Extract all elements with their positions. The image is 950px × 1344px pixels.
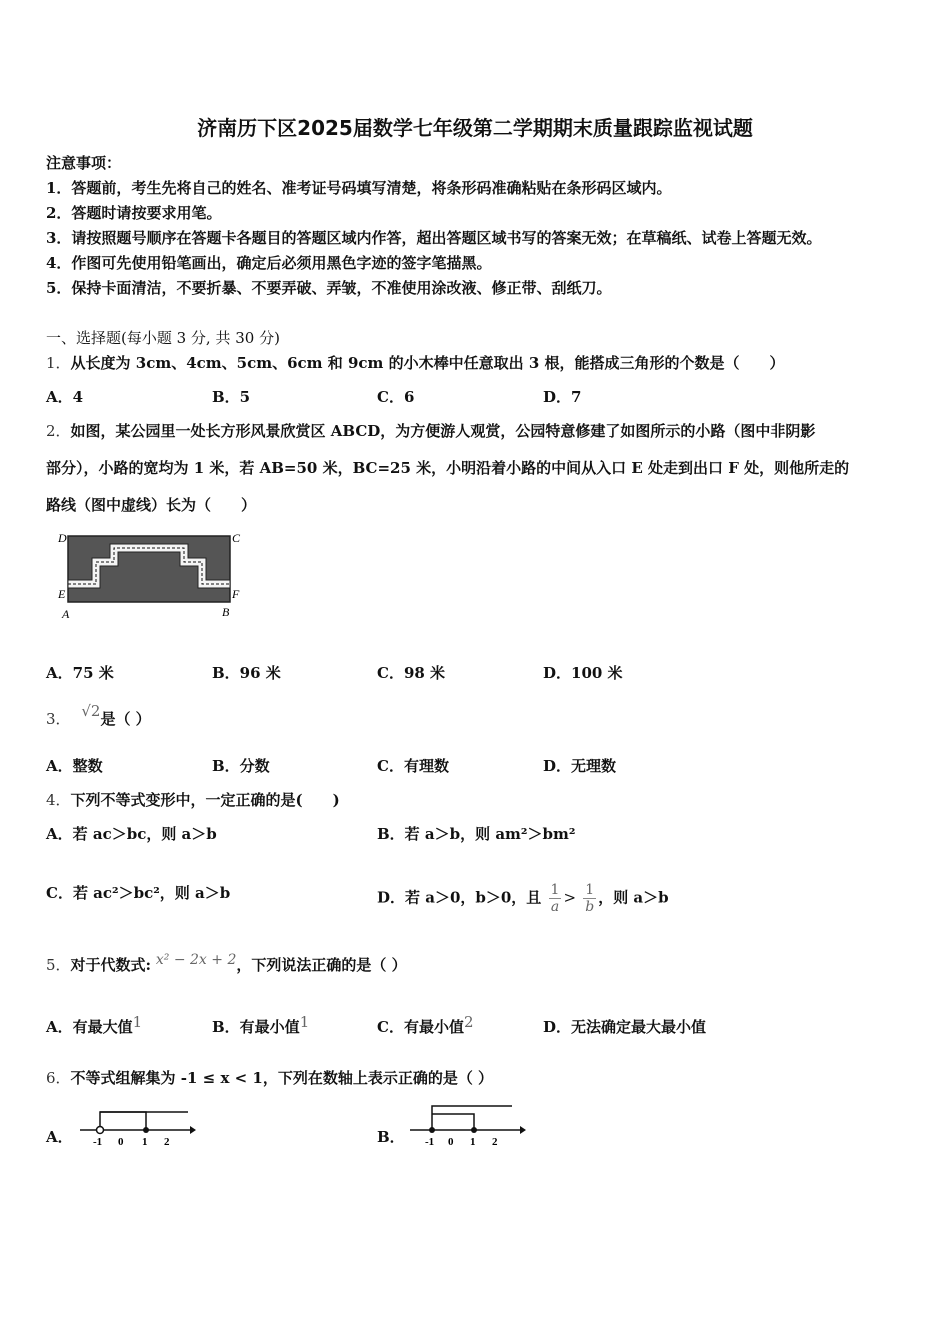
question-3 [46,702,151,729]
frac2-num: 1 [585,882,595,898]
q1-option-d: D．7 [543,388,582,406]
question-6-text: 不等式组解集为 -1 ≤ x < 1，下列在数轴上表示正确的是（ ） [70,1069,494,1087]
q5-option-d: D．无法确定最大最小值 [543,1018,707,1036]
page-title: 济南历下区2025届数学七年级第二学期期末质量跟踪监视试题 [197,116,753,140]
tick-a-1: 1 [142,1136,148,1148]
question-4-number: 4． [46,791,71,809]
question-1-number: 1． [46,354,71,372]
closed-dot-a [143,1127,149,1133]
q5-option-a-label: A．有最大值 [46,1018,133,1036]
q4-option-d [377,882,669,915]
ray-b-right [432,1114,474,1130]
q4-option-c: C．若 ac²＞bc²，则 a＞b [46,884,231,902]
park-path-figure [56,528,246,623]
arrow-a [190,1126,196,1134]
tick-b-1: 1 [470,1136,476,1148]
closed-dot-b-2 [471,1127,477,1133]
q4-option-b: B．若 a＞b，则 am²＞bm² [377,825,576,843]
label-f: F [232,587,240,601]
number-line-a [78,1100,198,1150]
question-1-text: 从长度为 3cm、4cm、5cm、6cm 和 9cm 的小木棒中任意取出 3 根，能搭成三角形的个数是（ ） [70,354,785,372]
q5-option-b-value: 1 [299,1013,310,1031]
question-2-text-1: 如图，某公园里一处长方形风景欣赏区 ABCD，为方便游人观赏，公园特意修建了如图所示的小路（图中非阴影 [70,422,816,440]
tick-b-2: 2 [492,1136,498,1148]
q6-option-b: B． [377,1128,405,1146]
question-4-text: 下列不等式变形中，一定正确的是( ) [70,791,340,809]
label-c: C [232,531,241,545]
closed-dot-b [429,1127,435,1133]
question-3-text: 是（ ） [100,710,151,728]
notice-item-2: 2．答题时请按要求用笔。 [46,204,222,222]
fraction-1-over-a [549,882,562,915]
question-6-number: 6． [46,1069,71,1087]
question-1 [46,352,785,373]
q5-option-c-value: 2 [463,1013,474,1031]
q3-option-a: A．整数 [46,757,103,775]
q1-option-c: C．6 [377,388,415,406]
label-a: A [62,607,70,621]
label-e: E [58,587,66,601]
question-2-line-2: 部分），小路的宽均为 1 米，若 AB=50 米，BC=25 米，小明沿着小路的中间从入口 E 处走到出口 F 处，则他所走的 [46,459,850,477]
ray-a-left [100,1112,188,1130]
q1-option-a: A．4 [46,388,84,406]
greater-than: > [563,888,577,907]
question-6 [46,1067,493,1088]
fraction-1-over-b [583,882,596,915]
q3-option-d: D．无理数 [543,757,617,775]
q5-option-a [46,1013,143,1037]
q3-option-c: C．有理数 [377,757,449,775]
frac1-num: 1 [550,882,560,898]
q2-option-b: B．96 米 [212,664,281,682]
quadratic-expression: x² − 2x + 2 [155,952,237,968]
tick-a-0: 0 [118,1136,124,1148]
sqrt-2: √2 [81,702,101,720]
notice-item-5: 5．保持卡面清洁，不要折暴、不要弄破、弄皱，不准使用涂改液、修正带、刮纸刀。 [46,279,612,297]
tick-b-neg1: -1 [425,1136,435,1148]
question-5-pre: 对于代数式: [70,956,152,974]
q5-option-a-value: 1 [132,1013,143,1031]
notice-heading: 注意事项： [46,154,122,172]
q4-option-a: A．若 ac＞bc，则 a＞b [46,825,217,843]
tick-a-neg1: -1 [93,1136,103,1148]
arrow-b [520,1126,526,1134]
tick-a-2: 2 [164,1136,170,1148]
question-4 [46,789,340,810]
question-3-number: 3． [46,710,71,728]
q5-option-c-label: C．有最小值 [377,1018,464,1036]
question-2-line-1 [46,420,815,441]
q5-option-b [212,1013,310,1037]
q4-option-d-prefix: D．若 a＞0，b＞0，且 [377,888,542,907]
label-d: D [58,531,67,545]
q5-option-b-label: B．有最小值 [212,1018,300,1036]
question-2-number: 2． [46,422,71,440]
number-line-b [408,1100,528,1150]
question-2-line-3: 路线（图中虚线）长为（ ） [46,496,257,514]
question-5 [46,954,407,975]
notice-item-3: 3．请按照题号顺序在答题卡各题目的答题区域内作答，超出答题区域书写的答案无效；在草稿纸、试卷上答题无效。 [46,229,822,247]
q2-option-c: C．98 米 [377,664,446,682]
q1-option-b: B．5 [212,388,251,406]
q3-option-b: B．分数 [212,757,270,775]
q2-option-a: A．75 米 [46,664,114,682]
open-dot-a [97,1127,104,1134]
section-heading: 一、选择题(每小题 3 分, 共 30 分) [46,329,280,347]
notice-item-4: 4．作图可先使用铅笔画出，确定后必须用黑色字迹的签字笔描黑。 [46,254,492,272]
tick-b-0: 0 [448,1136,454,1148]
question-5-post: ，下列说法正确的是（ ） [236,956,407,974]
ray-b-left [432,1106,512,1130]
notice-item-1: 1．答题前，考生先将自己的姓名、准考证号码填写清楚，将条形码准确粘贴在条形码区域内。 [46,179,672,197]
frac1-den: a [550,899,560,915]
q6-option-a: A． [46,1128,73,1146]
label-b: B [222,605,230,619]
q5-option-c [377,1013,474,1037]
q2-option-d: D．100 米 [543,664,623,682]
ray-a-right [100,1112,146,1130]
q4-option-d-suffix: ，则 a＞b [598,888,669,907]
question-5-number: 5． [46,956,71,974]
frac2-den: b [585,899,595,915]
